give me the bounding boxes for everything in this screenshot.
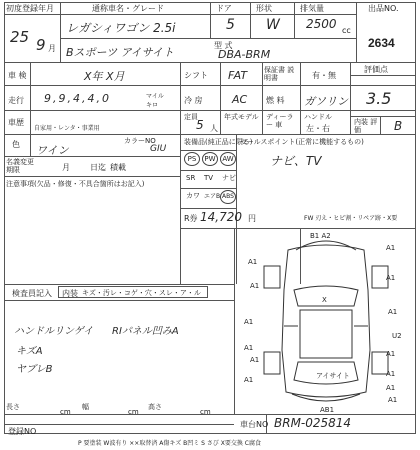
- model-code: DBA-BRM: [218, 48, 271, 61]
- equipment-item: ABS: [220, 190, 236, 204]
- color-label: 色: [12, 140, 20, 149]
- sales-point-value: ナビ、TV: [270, 154, 322, 168]
- color-no-value: GIU: [150, 144, 167, 154]
- rule: [4, 85, 416, 86]
- door-label: ドア: [216, 4, 232, 13]
- length-unit: cm: [60, 408, 71, 416]
- equipment-item: SR: [186, 174, 196, 182]
- rule: [4, 62, 416, 63]
- chassis-value: BRM-025814: [274, 416, 352, 430]
- damage-mark: A1: [244, 318, 254, 326]
- interior-score-label: 内装 評価: [354, 118, 378, 134]
- chassis-label: 車台NO: [240, 420, 269, 429]
- inspection-value: X年 X月: [84, 70, 125, 83]
- damage-mark: A1: [386, 370, 396, 378]
- score-value: 3.5: [366, 89, 392, 108]
- car-diagram: [236, 230, 416, 414]
- reg-month: 9: [36, 36, 46, 54]
- ac-label: 冷 房: [184, 96, 203, 105]
- damage-mark: A1: [388, 308, 398, 316]
- rule: [4, 176, 180, 177]
- rule: [380, 116, 381, 134]
- damage-mark: A1: [244, 344, 254, 352]
- capacity-unit: 人: [210, 124, 218, 133]
- inspector-note-1b: RIパネル凹みA: [112, 326, 179, 337]
- mileage-value: 9,9,4,4,0: [44, 92, 111, 105]
- damage-legend: FW 刃え・ヒビ割・リペア跡・X要: [304, 215, 398, 222]
- roof-panel: [300, 310, 352, 358]
- equipment-item: ナビ: [222, 174, 236, 182]
- car-name-line2: Bスポーツ アイサイト: [66, 46, 174, 59]
- color-no-label: カラーNO: [124, 137, 156, 145]
- damage-mark: A1: [244, 376, 254, 384]
- shift-label: シフト: [184, 71, 208, 80]
- auction-no-label: 出品NO.: [368, 4, 399, 13]
- damage-mark: B1 A2: [310, 232, 331, 240]
- equipment-item: PW: [202, 152, 218, 166]
- damage-mark: X: [322, 296, 327, 304]
- inspector-interior-items: キズ・汚レ・コゲ・穴・スレ・ア・ル: [82, 289, 201, 297]
- rule: [4, 14, 356, 15]
- inspector-note-3: ヤブレB: [16, 364, 53, 375]
- warranty-label: 保証書 説明書: [264, 66, 295, 82]
- rule: [4, 134, 416, 135]
- damage-mark: アイサイト: [316, 372, 350, 380]
- color-value: ワイン: [36, 144, 69, 157]
- model-label: 型 式: [214, 41, 233, 50]
- recycle-value: 14,720: [200, 210, 242, 224]
- capacity-label: 定員: [184, 113, 198, 121]
- rule: [210, 38, 356, 39]
- damage-mark: A1: [250, 356, 260, 364]
- shape-value: W: [266, 17, 280, 33]
- score-label: 評価点: [364, 65, 388, 74]
- rule: [356, 2, 357, 62]
- rule: [300, 62, 301, 134]
- auction-no-value: 2634: [368, 36, 395, 50]
- first-reg-label: 初度登録年月: [6, 4, 54, 13]
- rule: [30, 62, 31, 156]
- rule: [234, 228, 235, 414]
- rule: [180, 208, 236, 209]
- inspection-label: 車 検: [8, 71, 27, 80]
- displacement-unit: cc: [342, 26, 351, 35]
- loading-label: 積載: [110, 163, 126, 172]
- height-unit: cm: [200, 408, 211, 416]
- equipment-title: 装備品(純正品に限る): [184, 138, 253, 146]
- rule: [262, 62, 263, 134]
- rule: [294, 2, 295, 38]
- rule: [180, 188, 236, 189]
- inspector-interior-label: 内装: [62, 289, 78, 298]
- mileage-label: 走行: [8, 96, 24, 105]
- rule: [4, 284, 234, 285]
- rule: [350, 116, 416, 117]
- car-name-line1: レガシィワゴン 2.5i: [66, 21, 176, 35]
- equipment-item: PS: [184, 152, 200, 166]
- rule: [4, 156, 180, 157]
- model-year-label: 年式モデル: [224, 113, 259, 121]
- rule: [180, 228, 416, 229]
- inspector-note-2: キズA: [16, 346, 43, 357]
- displacement-value: 2500: [306, 17, 337, 31]
- inspector-note-1: ハンドルリンゲイ: [14, 326, 94, 337]
- equipment-item: カワ: [186, 192, 200, 200]
- rule: [60, 2, 61, 62]
- reg-month-unit: 月: [48, 44, 56, 53]
- damage-mark: A1: [386, 350, 396, 358]
- rule: [350, 75, 416, 76]
- history-sub: 自家用・レンタ・事業用: [34, 125, 100, 132]
- damage-mark: A1: [388, 396, 398, 404]
- damage-mark: U2: [392, 332, 402, 340]
- rule: [220, 62, 221, 134]
- handle-value: 左・右: [306, 124, 330, 133]
- recycle-unit: 円: [248, 214, 256, 223]
- rule: [4, 300, 234, 301]
- handle-label: ハンドル: [304, 113, 332, 121]
- fuel-label: 燃 料: [266, 96, 285, 105]
- damage-mark: A1: [386, 274, 396, 282]
- ac-value: AC: [232, 93, 248, 106]
- name-change-day: 日迄: [90, 163, 106, 172]
- rule: [180, 62, 181, 284]
- interior-score-value: B: [394, 119, 403, 133]
- rule: [180, 150, 236, 151]
- capacity-value: 5: [196, 118, 204, 132]
- length-label: 長さ: [6, 403, 20, 411]
- history-label: 車歴: [8, 118, 24, 127]
- damage-mark: A1: [386, 384, 396, 392]
- damage-code-legend: P 要塗装 W波有り ××取替済 A傷キズ B凹ミ S さび X要交換 C腐食: [78, 440, 261, 447]
- rule: [180, 170, 236, 171]
- displacement-label: 排気量: [300, 4, 324, 13]
- equipment-item: エアB: [204, 193, 221, 200]
- notes-label: 注意事項(欠品・修復・不具合箇所はお記入): [6, 180, 145, 188]
- equipment-item: AW: [220, 152, 236, 166]
- reg-no-label: 登録NO: [8, 427, 37, 436]
- rule: [250, 2, 251, 38]
- damage-mark: A1: [250, 282, 260, 290]
- damage-mark: A1: [386, 244, 396, 252]
- shape-label: 形状: [256, 4, 272, 13]
- door-count: 5: [226, 17, 235, 33]
- car-name-label: 通称車名・グレード: [92, 4, 164, 13]
- inspector-label: 検査員記入: [12, 289, 52, 298]
- reg-year: 25: [10, 28, 30, 46]
- rule: [210, 2, 211, 38]
- rule: [60, 38, 210, 39]
- width-label: 幅: [82, 403, 89, 411]
- name-change-label: 名義変更 期限: [6, 158, 34, 174]
- rule: [4, 110, 416, 111]
- damage-mark: A1: [248, 258, 258, 266]
- front-left-wheel: [264, 266, 280, 288]
- shift-value: FAT: [228, 69, 248, 82]
- fuel-value: ガソリン: [304, 95, 348, 108]
- sales-point-label: セールスポイント(正常に機能するもの): [240, 138, 364, 146]
- dealer-label: ディーラー 車: [266, 113, 294, 129]
- rule: [350, 62, 351, 134]
- mileage-unit: マイル キロ: [146, 93, 164, 109]
- width-unit: cm: [128, 408, 139, 416]
- rule: [4, 424, 234, 425]
- damage-mark: AB1: [320, 406, 335, 414]
- equipment-item: TV: [204, 174, 214, 182]
- rear-left-wheel: [264, 352, 280, 374]
- name-change-month: 月: [62, 163, 70, 172]
- recycle-label: R券: [184, 214, 198, 223]
- warranty-value: 有・無: [312, 71, 336, 80]
- height-label: 高さ: [148, 403, 162, 411]
